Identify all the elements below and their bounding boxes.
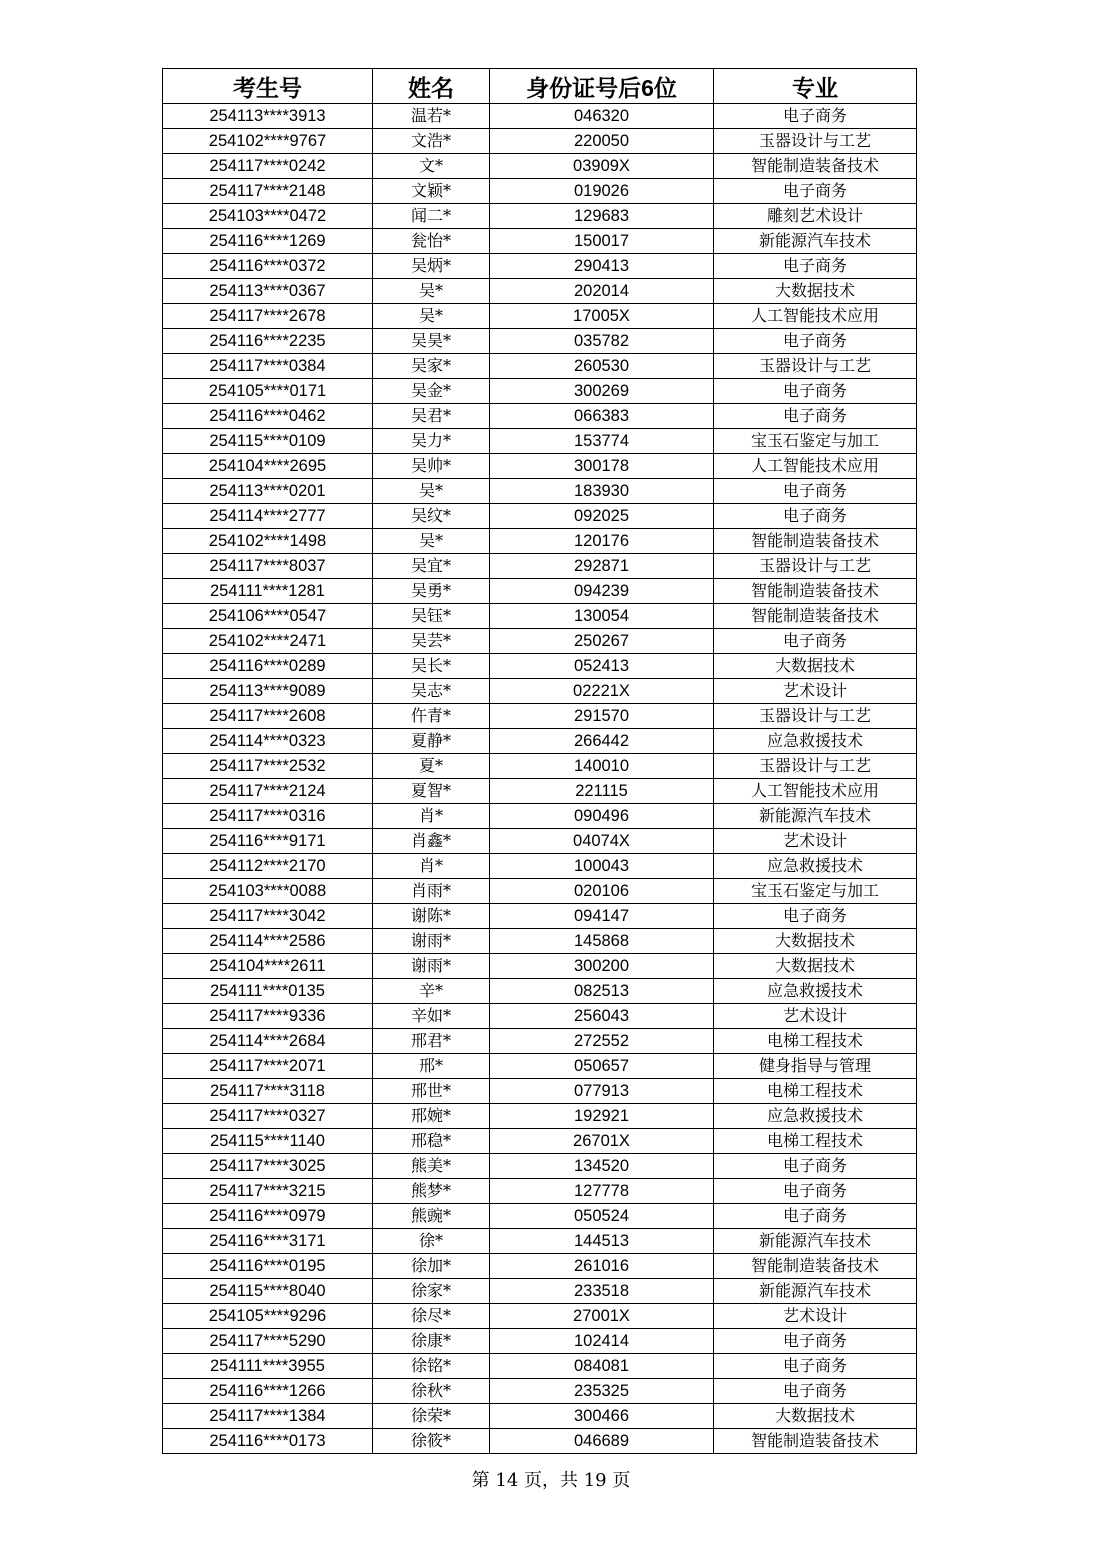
cell-name: 吴炳*	[373, 254, 490, 279]
cell-name: 谢雨*	[373, 929, 490, 954]
cell-exam-number: 254113****0201	[163, 479, 373, 504]
cell-id-last6: 129683	[490, 204, 714, 229]
cell-id-last6: 092025	[490, 504, 714, 529]
cell-major: 大数据技术	[714, 1404, 917, 1429]
cell-major: 智能制造装备技术	[714, 1254, 917, 1279]
cell-exam-number: 254116****0195	[163, 1254, 373, 1279]
cell-major: 艺术设计	[714, 1304, 917, 1329]
cell-name: 徐康*	[373, 1329, 490, 1354]
cell-major: 应急救援技术	[714, 1104, 917, 1129]
cell-major: 智能制造装备技术	[714, 154, 917, 179]
cell-id-last6: 192921	[490, 1104, 714, 1129]
cell-id-last6: 052413	[490, 654, 714, 679]
cell-exam-number: 254115****1140	[163, 1129, 373, 1154]
cell-name: 闻二*	[373, 204, 490, 229]
cell-major: 电子商务	[714, 1379, 917, 1404]
cell-name: 熊梦*	[373, 1179, 490, 1204]
cell-major: 大数据技术	[714, 279, 917, 304]
cell-name: 文浩*	[373, 129, 490, 154]
cell-name: 谢陈*	[373, 904, 490, 929]
table-row	[163, 254, 917, 279]
cell-id-last6: 02221X	[490, 679, 714, 704]
cell-major: 电子商务	[714, 504, 917, 529]
cell-major: 智能制造装备技术	[714, 529, 917, 554]
cell-id-last6: 102414	[490, 1329, 714, 1354]
cell-exam-number: 254117****2608	[163, 704, 373, 729]
table-row	[163, 1379, 917, 1404]
cell-exam-number: 254104****2695	[163, 454, 373, 479]
cell-id-last6: 221115	[490, 779, 714, 804]
table-header-row	[163, 69, 917, 104]
cell-name: 吴君*	[373, 404, 490, 429]
cell-major: 玉器设计与工艺	[714, 754, 917, 779]
cell-exam-number: 254111****3955	[163, 1354, 373, 1379]
cell-exam-number: 254117****3118	[163, 1079, 373, 1104]
cell-exam-number: 254113****9089	[163, 679, 373, 704]
table-row	[163, 604, 917, 629]
table-row	[163, 429, 917, 454]
table-row	[163, 1279, 917, 1304]
table-row	[163, 954, 917, 979]
cell-name: 吴钰*	[373, 604, 490, 629]
cell-name: 吴*	[373, 529, 490, 554]
cell-name: 辛如*	[373, 1004, 490, 1029]
table-row	[163, 329, 917, 354]
cell-major: 应急救援技术	[714, 854, 917, 879]
cell-name: 吴长*	[373, 654, 490, 679]
cell-name: 肖*	[373, 854, 490, 879]
cell-name: 吴金*	[373, 379, 490, 404]
cell-major: 电子商务	[714, 1329, 917, 1354]
cell-major: 电子商务	[714, 179, 917, 204]
cell-name: 吴*	[373, 479, 490, 504]
cell-major: 大数据技术	[714, 929, 917, 954]
cell-name: 文*	[373, 154, 490, 179]
cell-id-last6: 150017	[490, 229, 714, 254]
table-row	[163, 979, 917, 1004]
cell-id-last6: 260530	[490, 354, 714, 379]
cell-id-last6: 140010	[490, 754, 714, 779]
cell-id-last6: 290413	[490, 254, 714, 279]
header-id-last6: 身份证号后6位	[490, 69, 714, 104]
cell-exam-number: 254116****0173	[163, 1429, 373, 1454]
cell-exam-number: 254116****1269	[163, 229, 373, 254]
cell-id-last6: 220050	[490, 129, 714, 154]
table-row	[163, 679, 917, 704]
cell-major: 电子商务	[714, 104, 917, 129]
cell-major: 健身指导与管理	[714, 1054, 917, 1079]
cell-id-last6: 153774	[490, 429, 714, 454]
cell-exam-number: 254117****0384	[163, 354, 373, 379]
cell-exam-number: 254114****2684	[163, 1029, 373, 1054]
header-major: 专业	[714, 69, 917, 104]
table-row	[163, 379, 917, 404]
cell-major: 电子商务	[714, 329, 917, 354]
cell-name: 徐秋*	[373, 1379, 490, 1404]
cell-id-last6: 134520	[490, 1154, 714, 1179]
cell-exam-number: 254117****1384	[163, 1404, 373, 1429]
table-row	[163, 404, 917, 429]
cell-major: 宝玉石鉴定与加工	[714, 879, 917, 904]
cell-name: 吴纹*	[373, 504, 490, 529]
cell-exam-number: 254102****1498	[163, 529, 373, 554]
cell-name: 仵青*	[373, 704, 490, 729]
cell-exam-number: 254117****2148	[163, 179, 373, 204]
table-row	[163, 129, 917, 154]
cell-major: 艺术设计	[714, 1004, 917, 1029]
cell-major: 应急救援技术	[714, 979, 917, 1004]
cell-major: 电子商务	[714, 904, 917, 929]
cell-exam-number: 254114****2586	[163, 929, 373, 954]
cell-name: 熊美*	[373, 1154, 490, 1179]
cell-id-last6: 066383	[490, 404, 714, 429]
cell-major: 电子商务	[714, 254, 917, 279]
table-row	[163, 579, 917, 604]
table-row	[163, 479, 917, 504]
cell-name: 吴帅*	[373, 454, 490, 479]
cell-exam-number: 254117****3042	[163, 904, 373, 929]
cell-exam-number: 254116****0979	[163, 1204, 373, 1229]
cell-name: 徐铭*	[373, 1354, 490, 1379]
cell-id-last6: 127778	[490, 1179, 714, 1204]
cell-name: 夏静*	[373, 729, 490, 754]
cell-id-last6: 202014	[490, 279, 714, 304]
cell-name: 邢婉*	[373, 1104, 490, 1129]
cell-id-last6: 094239	[490, 579, 714, 604]
cell-name: 徐荣*	[373, 1404, 490, 1429]
table-row	[163, 904, 917, 929]
cell-exam-number: 254117****0242	[163, 154, 373, 179]
table-row	[163, 1404, 917, 1429]
cell-major: 艺术设计	[714, 679, 917, 704]
cell-exam-number: 254117****0327	[163, 1104, 373, 1129]
cell-id-last6: 035782	[490, 329, 714, 354]
table-row	[163, 1229, 917, 1254]
cell-exam-number: 254115****0109	[163, 429, 373, 454]
cell-name: 徐加*	[373, 1254, 490, 1279]
cell-id-last6: 03909X	[490, 154, 714, 179]
table-row	[163, 829, 917, 854]
cell-major: 玉器设计与工艺	[714, 129, 917, 154]
table-row	[163, 1104, 917, 1129]
cell-exam-number: 254116****1266	[163, 1379, 373, 1404]
cell-exam-number: 254117****3215	[163, 1179, 373, 1204]
table-row	[163, 1429, 917, 1454]
cell-name: 邢君*	[373, 1029, 490, 1054]
cell-id-last6: 082513	[490, 979, 714, 1004]
cell-id-last6: 04074X	[490, 829, 714, 854]
cell-exam-number: 254114****0323	[163, 729, 373, 754]
cell-id-last6: 090496	[490, 804, 714, 829]
cell-major: 电梯工程技术	[714, 1029, 917, 1054]
cell-major: 玉器设计与工艺	[714, 354, 917, 379]
cell-name: 徐筱*	[373, 1429, 490, 1454]
cell-name: 吴*	[373, 279, 490, 304]
table-row	[163, 1329, 917, 1354]
cell-major: 雕刻艺术设计	[714, 204, 917, 229]
cell-name: 温若*	[373, 104, 490, 129]
cell-exam-number: 254117****5290	[163, 1329, 373, 1354]
cell-major: 宝玉石鉴定与加工	[714, 429, 917, 454]
cell-id-last6: 020106	[490, 879, 714, 904]
cell-name: 辛*	[373, 979, 490, 1004]
cell-exam-number: 254106****0547	[163, 604, 373, 629]
cell-id-last6: 050657	[490, 1054, 714, 1079]
cell-major: 人工智能技术应用	[714, 304, 917, 329]
table-row	[163, 729, 917, 754]
cell-major: 电子商务	[714, 1354, 917, 1379]
cell-id-last6: 256043	[490, 1004, 714, 1029]
table-row	[163, 154, 917, 179]
cell-id-last6: 300178	[490, 454, 714, 479]
cell-major: 电子商务	[714, 1204, 917, 1229]
cell-major: 艺术设计	[714, 829, 917, 854]
cell-exam-number: 254112****2170	[163, 854, 373, 879]
cell-major: 人工智能技术应用	[714, 779, 917, 804]
table-row	[163, 929, 917, 954]
cell-major: 电梯工程技术	[714, 1079, 917, 1104]
cell-name: 徐*	[373, 1229, 490, 1254]
cell-major: 智能制造装备技术	[714, 579, 917, 604]
table-row	[163, 854, 917, 879]
student-table	[162, 68, 917, 1454]
cell-exam-number: 254117****8037	[163, 554, 373, 579]
header-exam-number: 考生号	[163, 69, 373, 104]
cell-name: 吴勇*	[373, 579, 490, 604]
cell-major: 大数据技术	[714, 654, 917, 679]
table-row	[163, 1179, 917, 1204]
cell-major: 电子商务	[714, 1154, 917, 1179]
cell-id-last6: 235325	[490, 1379, 714, 1404]
cell-major: 应急救援技术	[714, 729, 917, 754]
cell-major: 电梯工程技术	[714, 1129, 917, 1154]
table-row	[163, 1029, 917, 1054]
cell-id-last6: 17005X	[490, 304, 714, 329]
cell-major: 玉器设计与工艺	[714, 704, 917, 729]
cell-id-last6: 250267	[490, 629, 714, 654]
table-row	[163, 754, 917, 779]
cell-name: 吴家*	[373, 354, 490, 379]
table-row	[163, 1254, 917, 1279]
cell-id-last6: 145868	[490, 929, 714, 954]
header-name: 姓名	[373, 69, 490, 104]
cell-name: 夏智*	[373, 779, 490, 804]
cell-major: 新能源汽车技术	[714, 229, 917, 254]
cell-exam-number: 254117****2532	[163, 754, 373, 779]
cell-exam-number: 254116****0462	[163, 404, 373, 429]
cell-exam-number: 254102****9767	[163, 129, 373, 154]
cell-name: 瓮怡*	[373, 229, 490, 254]
cell-exam-number: 254117****9336	[163, 1004, 373, 1029]
cell-major: 智能制造装备技术	[714, 604, 917, 629]
cell-id-last6: 046320	[490, 104, 714, 129]
cell-id-last6: 050524	[490, 1204, 714, 1229]
cell-id-last6: 291570	[490, 704, 714, 729]
table-row	[163, 204, 917, 229]
cell-exam-number: 254103****0472	[163, 204, 373, 229]
table-row	[163, 1154, 917, 1179]
cell-name: 吴宜*	[373, 554, 490, 579]
table-row	[163, 1054, 917, 1079]
cell-id-last6: 233518	[490, 1279, 714, 1304]
cell-exam-number: 254111****1281	[163, 579, 373, 604]
table-row	[163, 1354, 917, 1379]
cell-name: 邢*	[373, 1054, 490, 1079]
cell-name: 夏*	[373, 754, 490, 779]
cell-id-last6: 27001X	[490, 1304, 714, 1329]
cell-id-last6: 077913	[490, 1079, 714, 1104]
cell-exam-number: 254105****0171	[163, 379, 373, 404]
cell-exam-number: 254117****2071	[163, 1054, 373, 1079]
table-row	[163, 554, 917, 579]
cell-exam-number: 254117****2678	[163, 304, 373, 329]
table-row	[163, 879, 917, 904]
table-row	[163, 354, 917, 379]
cell-name: 徐尽*	[373, 1304, 490, 1329]
table-row	[163, 804, 917, 829]
cell-major: 智能制造装备技术	[714, 1429, 917, 1454]
page-footer: 第 14 页，共 19 页	[471, 1470, 631, 1491]
cell-name: 肖*	[373, 804, 490, 829]
cell-id-last6: 120176	[490, 529, 714, 554]
cell-major: 大数据技术	[714, 954, 917, 979]
cell-id-last6: 300466	[490, 1404, 714, 1429]
cell-major: 人工智能技术应用	[714, 454, 917, 479]
cell-id-last6: 019026	[490, 179, 714, 204]
cell-major: 电子商务	[714, 479, 917, 504]
cell-name: 熊豌*	[373, 1204, 490, 1229]
cell-exam-number: 254116****0289	[163, 654, 373, 679]
cell-name: 吴昊*	[373, 329, 490, 354]
cell-exam-number: 254116****0372	[163, 254, 373, 279]
cell-major: 电子商务	[714, 629, 917, 654]
cell-name: 徐家*	[373, 1279, 490, 1304]
table-row	[163, 229, 917, 254]
table-row	[163, 304, 917, 329]
cell-exam-number: 254115****8040	[163, 1279, 373, 1304]
table-row	[163, 704, 917, 729]
table-row	[163, 504, 917, 529]
cell-id-last6: 144513	[490, 1229, 714, 1254]
cell-name: 吴志*	[373, 679, 490, 704]
table-row	[163, 529, 917, 554]
table-row	[163, 629, 917, 654]
cell-id-last6: 100043	[490, 854, 714, 879]
cell-name: 邢稳*	[373, 1129, 490, 1154]
cell-exam-number: 254117****0316	[163, 804, 373, 829]
cell-exam-number: 254116****2235	[163, 329, 373, 354]
cell-exam-number: 254102****2471	[163, 629, 373, 654]
cell-exam-number: 254117****3025	[163, 1154, 373, 1179]
cell-id-last6: 183930	[490, 479, 714, 504]
cell-exam-number: 254103****0088	[163, 879, 373, 904]
cell-exam-number: 254104****2611	[163, 954, 373, 979]
table-row	[163, 454, 917, 479]
cell-name: 吴*	[373, 304, 490, 329]
cell-id-last6: 26701X	[490, 1129, 714, 1154]
cell-exam-number: 254113****0367	[163, 279, 373, 304]
table-row	[163, 1304, 917, 1329]
cell-major: 新能源汽车技术	[714, 804, 917, 829]
cell-id-last6: 046689	[490, 1429, 714, 1454]
cell-name: 文颖*	[373, 179, 490, 204]
cell-id-last6: 094147	[490, 904, 714, 929]
table-row	[163, 779, 917, 804]
table-row	[163, 1129, 917, 1154]
cell-exam-number: 254116****9171	[163, 829, 373, 854]
cell-major: 新能源汽车技术	[714, 1229, 917, 1254]
table-row	[163, 1004, 917, 1029]
table-row	[163, 1079, 917, 1104]
cell-id-last6: 300269	[490, 379, 714, 404]
cell-id-last6: 300200	[490, 954, 714, 979]
cell-id-last6: 084081	[490, 1354, 714, 1379]
cell-exam-number: 254117****2124	[163, 779, 373, 804]
table-row	[163, 179, 917, 204]
cell-name: 肖鑫*	[373, 829, 490, 854]
cell-name: 谢雨*	[373, 954, 490, 979]
cell-id-last6: 272552	[490, 1029, 714, 1054]
table-row	[163, 279, 917, 304]
cell-major: 新能源汽车技术	[714, 1279, 917, 1304]
cell-major: 电子商务	[714, 404, 917, 429]
cell-name: 邢世*	[373, 1079, 490, 1104]
cell-exam-number: 254116****3171	[163, 1229, 373, 1254]
cell-exam-number: 254114****2777	[163, 504, 373, 529]
cell-exam-number: 254113****3913	[163, 104, 373, 129]
table-body	[163, 104, 917, 1454]
cell-id-last6: 266442	[490, 729, 714, 754]
cell-id-last6: 130054	[490, 604, 714, 629]
cell-exam-number: 254111****0135	[163, 979, 373, 1004]
cell-major: 电子商务	[714, 1179, 917, 1204]
cell-id-last6: 292871	[490, 554, 714, 579]
cell-name: 吴力*	[373, 429, 490, 454]
cell-name: 吴芸*	[373, 629, 490, 654]
cell-name: 肖雨*	[373, 879, 490, 904]
cell-exam-number: 254105****9296	[163, 1304, 373, 1329]
cell-major: 玉器设计与工艺	[714, 554, 917, 579]
cell-id-last6: 261016	[490, 1254, 714, 1279]
cell-major: 电子商务	[714, 379, 917, 404]
table-row	[163, 654, 917, 679]
table-row	[163, 1204, 917, 1229]
table-row	[163, 104, 917, 129]
